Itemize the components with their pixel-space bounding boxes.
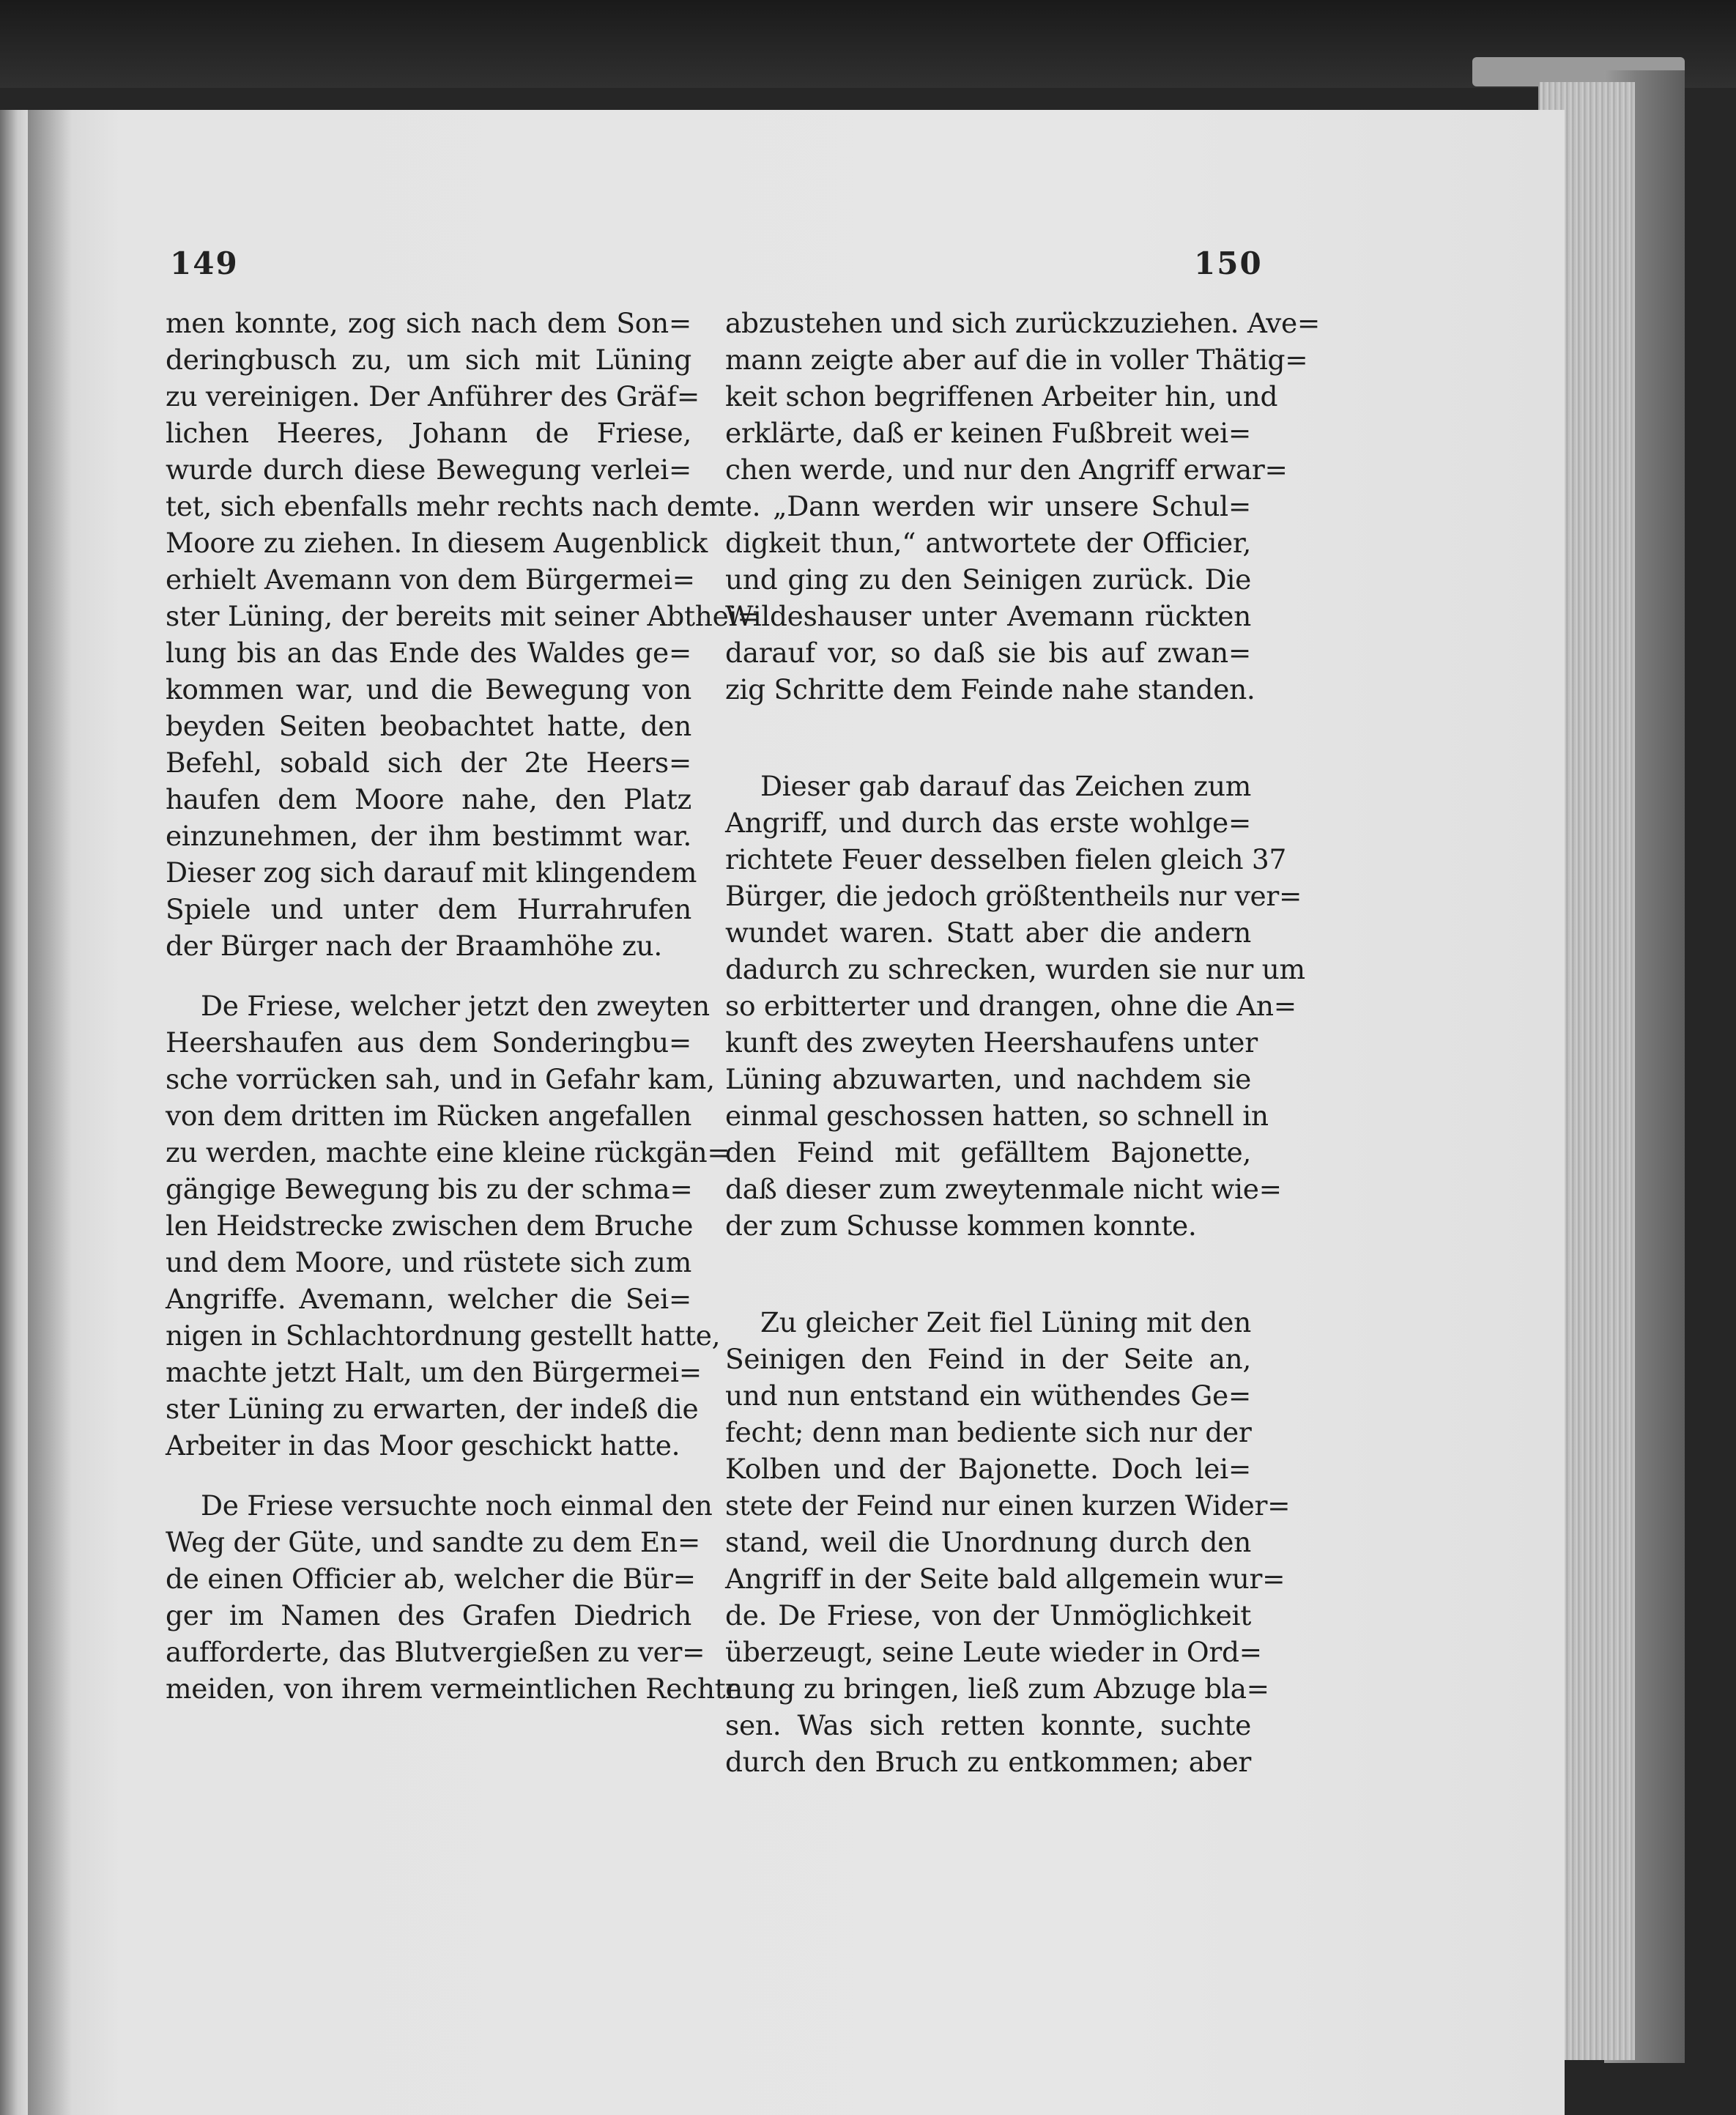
text-line: durch den Bruch zu entkommen; aber bbox=[725, 1746, 1251, 1778]
text-line: zu werden, machte eine kleine rückgän= bbox=[166, 1136, 730, 1168]
paragraph-continued bbox=[166, 1524, 742, 1707]
text-line: haufen dem Moore nahe, den Platz bbox=[166, 783, 691, 815]
text-line: richtete Feuer desselben fielen gleich 37 bbox=[725, 843, 1287, 875]
text-line: stand, weil die Unordnung durch den bbox=[725, 1526, 1251, 1558]
page-number-right: 150 bbox=[1194, 245, 1263, 281]
text-line: Spiele und unter dem Hurrahrufen bbox=[166, 893, 691, 925]
text-line: Angriff in der Seite bald allgemein wur= bbox=[725, 1563, 1286, 1595]
paragraph-continued bbox=[725, 1341, 1291, 1780]
text-line: abzustehen und sich zurückzuziehen. Ave= bbox=[725, 307, 1320, 339]
text-line: De Friese, welcher jetzt den zweyten bbox=[201, 990, 710, 1022]
text-line: Wildeshauser unter Avemann rückten bbox=[725, 600, 1251, 632]
paragraph bbox=[725, 305, 1320, 708]
paragraph bbox=[725, 768, 1251, 804]
text-line: te. „Dann werden wir unsere Schul= bbox=[725, 490, 1251, 522]
paragraph bbox=[166, 988, 710, 1024]
text-line: deringbusch zu, um sich mit Lüning bbox=[166, 344, 691, 376]
text-line: kommen war, und die Bewegung von bbox=[166, 673, 691, 705]
paragraph-continued bbox=[725, 804, 1305, 1244]
text-line: de einen Officier ab, welcher die Bür= bbox=[166, 1563, 696, 1595]
text-line: einzunehmen, der ihm bestimmt war. bbox=[166, 820, 691, 852]
text-line: Dieser zog sich darauf mit klingendem bbox=[166, 856, 697, 889]
paragraph-continued bbox=[166, 1024, 730, 1464]
text-line: Angriff, und durch das erste wohlge= bbox=[725, 807, 1251, 839]
text-line: erhielt Avemann von dem Bürgermei= bbox=[166, 563, 695, 596]
text-line: tet, sich ebenfalls mehr rechts nach dem bbox=[166, 490, 727, 522]
text-line: daß dieser zum zweytenmale nicht wie= bbox=[725, 1173, 1282, 1205]
text-line: de. De Friese, von der Unmöglichkeit bbox=[725, 1599, 1251, 1631]
text-line: der zum Schusse kommen konnte. bbox=[725, 1210, 1197, 1242]
text-line: chen werde, und nur den Angriff erwar= bbox=[725, 453, 1288, 486]
text-line: Heershaufen aus dem Sonderingbu= bbox=[166, 1026, 691, 1059]
paragraph bbox=[725, 1304, 1251, 1341]
text-line: der Bürger nach der Braamhöhe zu. bbox=[166, 930, 663, 962]
text-line: aufforderte, das Blutvergießen zu ver= bbox=[166, 1636, 705, 1668]
text-line: zu vereinigen. Der Anführer des Gräf= bbox=[166, 380, 700, 412]
text-line: keit schon begriffenen Arbeiter hin, und bbox=[725, 380, 1278, 412]
text-line: nung zu bringen, ließ zum Abzuge bla= bbox=[725, 1673, 1269, 1705]
text-line: stete der Feind nur einen kurzen Wider= bbox=[725, 1489, 1291, 1522]
text-line: lichen Heeres, Johann de Friese, bbox=[166, 417, 691, 449]
text-line: dadurch zu schrecken, wurden sie nur um bbox=[725, 953, 1305, 985]
text-line: Kolben und der Bajonette. Doch lei= bbox=[725, 1453, 1251, 1485]
text-line: so erbitterter und drangen, ohne die An= bbox=[725, 990, 1297, 1022]
text-line: ger im Namen des Grafen Diedrich bbox=[166, 1599, 691, 1631]
text-line: ster Lüning zu erwarten, der indeß die bbox=[166, 1393, 699, 1425]
text-line: sche vorrücken sah, und in Gefahr kam, bbox=[166, 1063, 715, 1095]
page-number-left: 149 bbox=[170, 245, 239, 281]
text-line: wurde durch diese Bewegung verlei= bbox=[166, 453, 691, 486]
text-line: kunft des zweyten Heershaufens unter bbox=[725, 1026, 1258, 1059]
text-line: überzeugt, seine Leute wieder in Ord= bbox=[725, 1636, 1262, 1668]
text-line: einmal geschossen hatten, so schnell in bbox=[725, 1100, 1269, 1132]
text-line: beyden Seiten beobachtet hatte, den bbox=[166, 710, 691, 742]
text-line: nigen in Schlachtordnung gestellt hatte, bbox=[166, 1319, 721, 1352]
text-line: und ging zu den Seinigen zurück. Die bbox=[725, 563, 1251, 596]
text-line: Bürger, die jedoch größtentheils nur ver= bbox=[725, 880, 1302, 912]
text-line: wundet waren. Statt aber die andern bbox=[725, 916, 1251, 949]
text-line: meiden, von ihrem vermeintlichen Rechte bbox=[166, 1673, 742, 1705]
gutter-shadow bbox=[28, 110, 72, 2115]
text-line: len Heidstrecke zwischen dem Bruche bbox=[166, 1210, 694, 1242]
text-line: machte jetzt Halt, um den Bürgermei= bbox=[166, 1356, 702, 1388]
text-line: fecht; denn man bediente sich nur der bbox=[725, 1416, 1252, 1448]
text-line: Zu gleicher Zeit fiel Lüning mit den bbox=[760, 1306, 1251, 1338]
text-line: erklärte, daß er keinen Fußbreit wei= bbox=[725, 417, 1251, 449]
text-line: den Feind mit gefälltem Bajonette, bbox=[725, 1136, 1251, 1168]
text-line: mann zeigte aber auf die in voller Thätig= bbox=[725, 344, 1308, 376]
text-line: De Friese versuchte noch einmal den bbox=[201, 1489, 713, 1522]
text-line: lung bis an das Ende des Waldes ge= bbox=[166, 637, 691, 669]
text-line: Weg der Güte, und sandte zu dem En= bbox=[166, 1526, 700, 1558]
text-line: men konnte, zog sich nach dem Son= bbox=[166, 307, 691, 339]
text-line: darauf vor, so daß sie bis auf zwan= bbox=[725, 637, 1251, 669]
text-line: Moore zu ziehen. In diesem Augenblick bbox=[166, 527, 708, 559]
text-line: Angriffe. Avemann, welcher die Sei= bbox=[166, 1283, 691, 1315]
text-line: Arbeiter in das Moor geschickt hatte. bbox=[166, 1429, 680, 1462]
paragraph bbox=[166, 1487, 713, 1524]
text-line: ster Lüning, der bereits mit seiner Abthei= bbox=[166, 600, 760, 632]
text-line: Dieser gab darauf das Zeichen zum bbox=[760, 770, 1251, 802]
text-line: zig Schritte dem Feinde nahe standen. bbox=[725, 673, 1255, 705]
right-text-column bbox=[725, 305, 1320, 1780]
text-line: und dem Moore, und rüstete sich zum bbox=[166, 1246, 691, 1278]
text-line: von dem dritten im Rücken angefallen bbox=[166, 1100, 692, 1132]
left-page-sliver bbox=[0, 110, 29, 2115]
text-line: gängige Bewegung bis zu der schma= bbox=[166, 1173, 693, 1205]
text-line: Lüning abzuwarten, und nachdem sie bbox=[725, 1063, 1251, 1095]
text-line: und nun entstand ein wüthendes Ge= bbox=[725, 1379, 1251, 1412]
text-line: sen. Was sich retten konnte, suchte bbox=[725, 1709, 1251, 1741]
left-text-column bbox=[166, 305, 760, 1707]
text-line: digkeit thun,“ antwortete der Officier, bbox=[725, 527, 1251, 559]
text-line: Seinigen den Feind in der Seite an, bbox=[725, 1343, 1251, 1375]
paragraph bbox=[166, 305, 760, 964]
text-line: Befehl, sobald sich der 2te Heers= bbox=[166, 747, 691, 779]
